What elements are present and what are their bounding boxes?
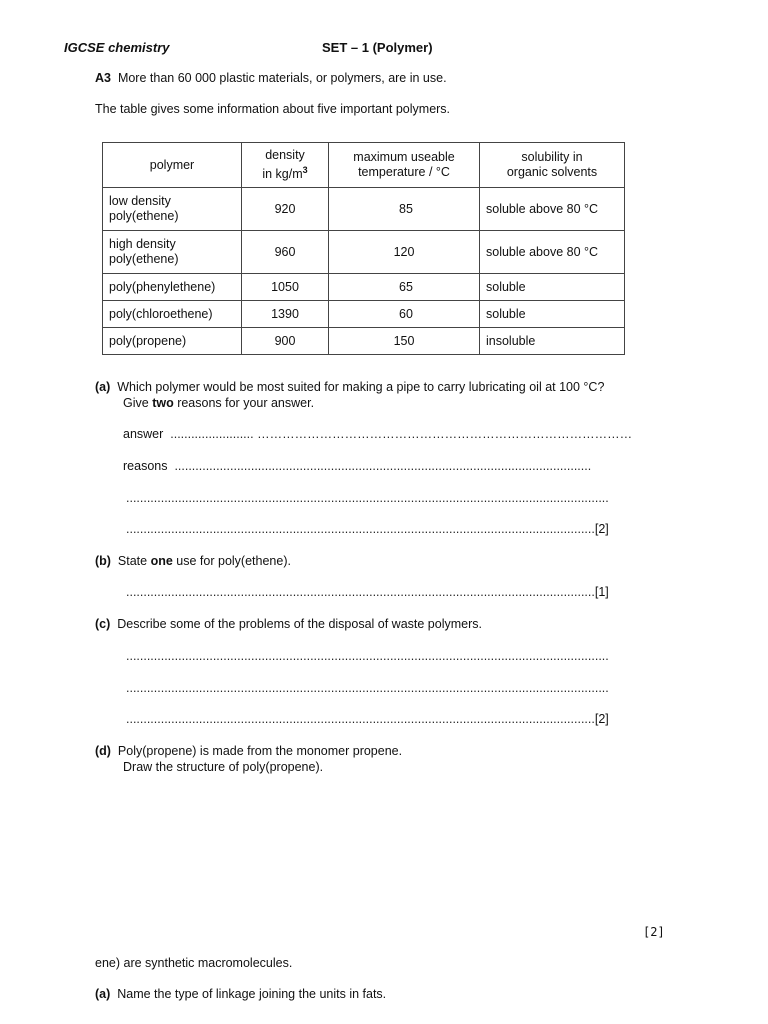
answer-space-line[interactable] <box>126 522 609 536</box>
cell-solubility: soluble above 80 °C <box>480 231 625 274</box>
question-b-bold: one <box>150 554 173 568</box>
header-sol-line1: solubility in <box>521 150 583 164</box>
question-d-line2: Draw the structure of poly(propene). <box>123 760 324 774</box>
next-question-a-text: Name the type of linkage joining the units in fats. <box>117 987 387 1001</box>
cell-density: 1390 <box>242 301 329 328</box>
question-c-text: Describe some of the problems of the disposal of waste polymers. <box>117 617 482 631</box>
cell-density: 1050 <box>242 274 329 301</box>
polymer-table <box>102 142 625 355</box>
answer-space-dots: ....................................................................................................................................... <box>126 712 595 726</box>
question-a-line2-post: reasons for your answer. <box>173 396 315 410</box>
cell-temperature: 120 <box>329 231 480 274</box>
answer-space-line[interactable]: ........................................................................................................................................... <box>126 681 609 695</box>
question-b-post: use for poly(ethene). <box>172 554 291 568</box>
marks-c: [2] <box>594 712 609 726</box>
answer-line[interactable] <box>123 427 632 441</box>
answer-label: answer <box>123 427 164 441</box>
question-c-label: (c) <box>95 617 111 631</box>
header-solubility <box>480 143 625 188</box>
table-row <box>103 301 625 328</box>
cell-solubility: soluble <box>480 301 625 328</box>
table-intro: The table gives some information about five important polymers. <box>95 102 451 116</box>
next-question-a-label: (a) <box>95 987 111 1001</box>
header-set-title: SET – 1 (Polymer) <box>322 40 433 55</box>
polymer-line2: poly(ethene) <box>109 252 179 266</box>
question-b-label: (b) <box>95 554 111 568</box>
table-row <box>103 188 625 231</box>
cell-polymer <box>103 188 242 231</box>
header-polymer: polymer <box>103 143 242 188</box>
marks-b: [1] <box>594 585 609 599</box>
answer-dots: ........................ ……………………………………………………………………………… <box>170 427 633 441</box>
marks-a: [2] <box>594 522 609 536</box>
cell-temperature: 150 <box>329 328 480 355</box>
header-temp-line2: temperature / °C <box>358 165 450 179</box>
question-d-label: (d) <box>95 744 111 758</box>
polymer-line2: poly(ethene) <box>109 209 179 223</box>
table-row <box>103 274 625 301</box>
reasons-label: reasons <box>123 459 168 473</box>
cell-solubility: insoluble <box>480 328 625 355</box>
cell-polymer: poly(phenylethene) <box>103 274 242 301</box>
table-row <box>103 328 625 355</box>
answer-space-dots: ....................................................................................................................................... <box>126 585 595 599</box>
cell-temperature: 65 <box>329 274 480 301</box>
question-a-label: (a) <box>95 380 111 394</box>
header-density-line2: in kg/m <box>262 167 303 182</box>
answer-space-dots: ....................................................................................................................................... <box>126 522 595 536</box>
question-a <box>95 380 604 394</box>
marks-d: [2] <box>643 925 665 939</box>
answer-space-line[interactable] <box>126 585 609 599</box>
table-row <box>103 231 625 274</box>
question-d <box>95 744 402 758</box>
intro-text: More than 60 000 plastic materials, or polymers, are in use. <box>117 71 447 85</box>
cell-density: 900 <box>242 328 329 355</box>
question-d-line1: Poly(propene) is made from the monomer propene. <box>117 744 403 758</box>
question-b-pre: State <box>117 554 151 568</box>
question-a-line2-bold: two <box>152 396 174 410</box>
question-number: A3 <box>95 71 111 85</box>
cell-polymer: poly(propene) <box>103 328 242 355</box>
question-intro <box>95 71 447 85</box>
question-a-line2 <box>123 396 314 410</box>
question-a-text: Which polymer would be most suited for making a pipe to carry lubricating oil at 100 °C? <box>117 380 605 394</box>
answer-space-line[interactable]: ........................................................................................................................................... <box>126 491 609 505</box>
next-question-fragment: ene) are synthetic macromolecules. <box>95 956 293 970</box>
cell-polymer: poly(chloroethene) <box>103 301 242 328</box>
next-question-a <box>95 987 386 1001</box>
cell-temperature: 60 <box>329 301 480 328</box>
question-c <box>95 617 482 631</box>
cell-density: 920 <box>242 188 329 231</box>
cell-solubility: soluble above 80 °C <box>480 188 625 231</box>
reasons-dots: ........................................................................................................................ <box>174 459 592 473</box>
polymer-line1: high density <box>109 237 176 251</box>
cell-polymer <box>103 231 242 274</box>
polymer-line1: low density <box>109 194 171 208</box>
header-sol-line2: organic solvents <box>506 165 598 179</box>
table-header-row <box>103 143 625 188</box>
header-temp-line1: maximum useable <box>353 150 455 164</box>
answer-space-line[interactable] <box>126 712 609 726</box>
reasons-line[interactable] <box>123 459 591 473</box>
cell-density: 960 <box>242 231 329 274</box>
header-temperature <box>329 143 480 188</box>
header-density <box>242 143 329 188</box>
header-density-sup: 3 <box>302 164 308 175</box>
header-subject: IGCSE chemistry <box>64 40 170 55</box>
answer-space-line[interactable]: ........................................................................................................................................... <box>126 649 609 663</box>
cell-solubility: soluble <box>480 274 625 301</box>
question-b <box>95 554 291 568</box>
cell-temperature: 85 <box>329 188 480 231</box>
question-a-line2-pre: Give <box>123 396 153 410</box>
header-density-line1: density <box>265 147 305 162</box>
